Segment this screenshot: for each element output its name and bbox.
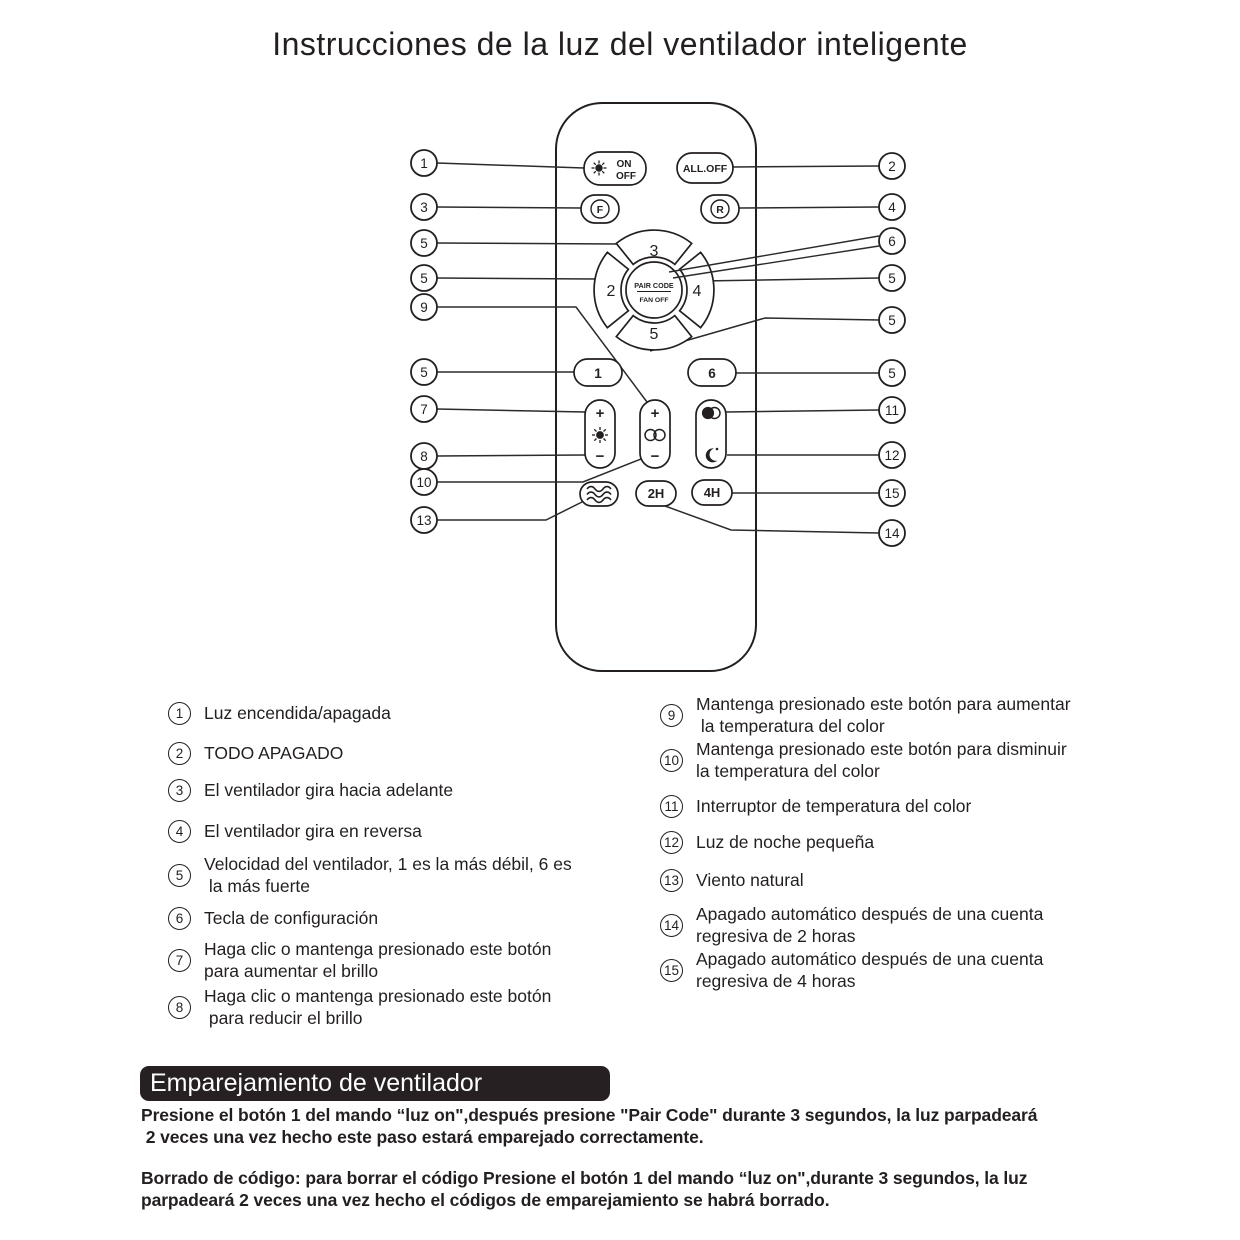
svg-text:10: 10 bbox=[416, 475, 432, 490]
callout-circle bbox=[879, 442, 905, 468]
legend-line: Mantenga presionado este botón para disminuir bbox=[696, 739, 1067, 759]
legend-item bbox=[168, 702, 391, 725]
legend-line: TODO APAGADO bbox=[204, 742, 344, 763]
legend-number: 3 bbox=[168, 779, 191, 802]
callout-circle bbox=[879, 228, 905, 254]
callout-circle bbox=[411, 396, 437, 422]
legend-item bbox=[660, 694, 1071, 737]
leader-line bbox=[733, 166, 879, 167]
legend-number: 6 bbox=[168, 907, 191, 930]
pair-code-button bbox=[626, 262, 682, 318]
legend-line: regresiva de 2 horas bbox=[696, 925, 856, 946]
callout-circle bbox=[879, 153, 905, 179]
fan-speed-6-button bbox=[688, 359, 736, 386]
svg-text:5: 5 bbox=[888, 271, 896, 286]
legend-number: 15 bbox=[660, 959, 683, 982]
legend-number: 13 bbox=[660, 869, 683, 892]
callout-circle bbox=[879, 307, 905, 333]
svg-text:6: 6 bbox=[888, 234, 896, 249]
callout-circle bbox=[879, 360, 905, 386]
callout-circle bbox=[879, 265, 905, 291]
fan-speed-1-button bbox=[574, 359, 622, 386]
pairing-header-label: Emparejamiento de ventilador bbox=[150, 1069, 483, 1097]
light-off-label: OFF bbox=[616, 171, 636, 182]
legend-number: 4 bbox=[168, 820, 191, 843]
dpad-left-label: 2 bbox=[606, 283, 616, 300]
color-temp-minus-label: − bbox=[650, 448, 660, 465]
legend-line: Interruptor de temperatura del color bbox=[696, 795, 972, 816]
svg-text:5: 5 bbox=[420, 271, 428, 286]
legend-number: 7 bbox=[168, 949, 191, 972]
all-off-label: ALL.OFF bbox=[682, 163, 728, 175]
legend-line: Luz encendida/apagada bbox=[204, 702, 391, 723]
dpad-down-label: 5 bbox=[649, 326, 659, 343]
legend-item bbox=[660, 831, 874, 854]
legend-line: Velocidad del ventilador, 1 es la más débil, 6 es bbox=[204, 854, 572, 874]
callout-circle bbox=[411, 507, 437, 533]
pairing-instruction-line: 2 veces una vez hecho este paso estará emparejado correctamente. bbox=[141, 1127, 704, 1147]
legend-line: regresiva de 4 horas bbox=[696, 970, 856, 991]
legend-item bbox=[168, 779, 453, 802]
timer-4h-label: 4H bbox=[703, 485, 721, 500]
light-onoff-button bbox=[584, 152, 646, 185]
legend-number: 2 bbox=[168, 742, 191, 765]
callout-circle bbox=[411, 194, 437, 220]
callout-circle bbox=[879, 520, 905, 546]
fan-forward-button bbox=[581, 195, 619, 223]
all-off-button bbox=[677, 153, 733, 183]
legend-line: Haga clic o mantenga presionado este botón bbox=[204, 939, 552, 959]
leader-line bbox=[437, 243, 618, 244]
legend-line: Luz de noche pequeña bbox=[696, 831, 875, 852]
callout-circle bbox=[411, 150, 437, 176]
svg-text:14: 14 bbox=[884, 526, 900, 541]
legend-line: El ventilador gira hacia adelante bbox=[204, 779, 454, 800]
timer-2h-label: 2H bbox=[647, 486, 665, 501]
natural-wind-button bbox=[580, 482, 618, 506]
light-mode-control bbox=[696, 400, 726, 468]
page-title: Instrucciones de la luz del ventilador inteligente bbox=[272, 26, 968, 62]
brightness-sun-icon bbox=[592, 427, 608, 443]
svg-text:7: 7 bbox=[420, 402, 428, 417]
callout-circle bbox=[879, 397, 905, 423]
legend-line: Viento natural bbox=[696, 869, 804, 890]
svg-text:1: 1 bbox=[420, 156, 428, 171]
svg-text:5: 5 bbox=[420, 236, 428, 251]
legend-number: 14 bbox=[660, 914, 683, 937]
leader-line bbox=[437, 455, 585, 456]
svg-text:4: 4 bbox=[888, 200, 896, 215]
fan-speed-6-label: 6 bbox=[708, 366, 716, 381]
callout-circle bbox=[411, 294, 437, 320]
svg-text:8: 8 bbox=[420, 449, 428, 464]
legend-item bbox=[660, 795, 971, 818]
leader-line bbox=[437, 278, 596, 279]
callout-circle bbox=[411, 443, 437, 469]
legend-number: 11 bbox=[660, 795, 683, 818]
legend-number: 12 bbox=[660, 831, 683, 854]
legend-number: 1 bbox=[168, 702, 191, 725]
legend-line: la temperatura del color bbox=[696, 715, 885, 736]
svg-text:5: 5 bbox=[888, 366, 896, 381]
legend-line: Mantenga presionado este botón para aumentar bbox=[696, 694, 1071, 714]
brightness-control bbox=[585, 400, 615, 468]
legend-item bbox=[660, 904, 1043, 947]
legend-number: 9 bbox=[660, 704, 683, 727]
legend-item bbox=[168, 742, 343, 765]
legend-line: Apagado automático después de una cuenta bbox=[696, 904, 1044, 924]
callout-circle bbox=[411, 230, 437, 256]
legend-item bbox=[168, 820, 422, 843]
legend-number: 8 bbox=[168, 996, 191, 1019]
leader-line bbox=[739, 207, 879, 208]
legend-number: 10 bbox=[660, 749, 683, 772]
dpad-right-label: 4 bbox=[692, 283, 702, 300]
legend-line: para aumentar el brillo bbox=[204, 960, 379, 981]
legend-item bbox=[660, 949, 1043, 992]
dpad-up-label: 3 bbox=[649, 243, 659, 260]
fan-off-label: FAN OFF bbox=[639, 297, 669, 304]
timer-2h-button bbox=[636, 481, 676, 506]
brightness-plus-label: + bbox=[595, 405, 605, 422]
legend-number: 5 bbox=[168, 864, 191, 887]
legend-item bbox=[168, 854, 572, 897]
color-temp-plus-label: + bbox=[650, 405, 660, 422]
svg-text:5: 5 bbox=[420, 365, 428, 380]
legend-item bbox=[660, 869, 804, 892]
svg-text:13: 13 bbox=[416, 513, 432, 528]
callout-circle bbox=[411, 359, 437, 385]
legend-line: la temperatura del color bbox=[696, 760, 880, 781]
light-on-label: ON bbox=[616, 159, 632, 170]
legend-item bbox=[168, 939, 551, 982]
callout-circle bbox=[411, 469, 437, 495]
callout-circle bbox=[411, 265, 437, 291]
color-temp-control bbox=[640, 400, 670, 468]
pair-code-label: PAIR CODE bbox=[634, 281, 674, 290]
callouts-left bbox=[411, 150, 437, 533]
legend-line: Apagado automático después de una cuenta bbox=[696, 949, 1044, 969]
svg-text:12: 12 bbox=[884, 448, 900, 463]
sun-icon bbox=[592, 161, 607, 176]
leader-line bbox=[437, 207, 581, 208]
brightness-minus-label: − bbox=[595, 448, 605, 465]
code-erase-instruction-line: parpadeará 2 veces una vez hecho el códigos de emparejamiento se habrá borrado. bbox=[141, 1190, 830, 1210]
legend-item bbox=[168, 907, 378, 930]
forward-label: F bbox=[596, 204, 604, 216]
svg-text:11: 11 bbox=[884, 403, 900, 418]
fan-reverse-button bbox=[701, 195, 739, 223]
callout-circle bbox=[879, 194, 905, 220]
reverse-label: R bbox=[716, 204, 724, 216]
legend-line: para reducir el brillo bbox=[204, 1007, 363, 1028]
svg-text:2: 2 bbox=[888, 159, 896, 174]
remote-body bbox=[556, 103, 756, 671]
svg-text:15: 15 bbox=[884, 486, 900, 501]
code-erase-instruction-line: Borrado de código: para borrar el código Presione el botón 1 del mando “luz on",durante 3 segundos, la luz bbox=[141, 1168, 1028, 1188]
svg-text:3: 3 bbox=[420, 200, 428, 215]
callout-circle bbox=[879, 480, 905, 506]
callouts-right bbox=[879, 153, 905, 546]
legend-line: El ventilador gira en reversa bbox=[204, 820, 422, 841]
legend-item bbox=[660, 739, 1067, 782]
pairing-instruction-line: Presione el botón 1 del mando “luz on",después presione "Pair Code" durante 3 segundos, la luz parpadeará bbox=[141, 1105, 1038, 1125]
svg-text:9: 9 bbox=[420, 300, 428, 315]
legend-line: Tecla de configuración bbox=[204, 907, 379, 928]
legend-line: la más fuerte bbox=[204, 875, 311, 896]
legend-item bbox=[168, 986, 551, 1029]
svg-text:5: 5 bbox=[888, 313, 896, 328]
pairing-section-header bbox=[140, 1066, 610, 1101]
fan-speed-1-label: 1 bbox=[594, 366, 602, 381]
legend-line: Haga clic o mantenga presionado este botón bbox=[204, 986, 552, 1006]
timer-4h-button bbox=[692, 480, 732, 505]
